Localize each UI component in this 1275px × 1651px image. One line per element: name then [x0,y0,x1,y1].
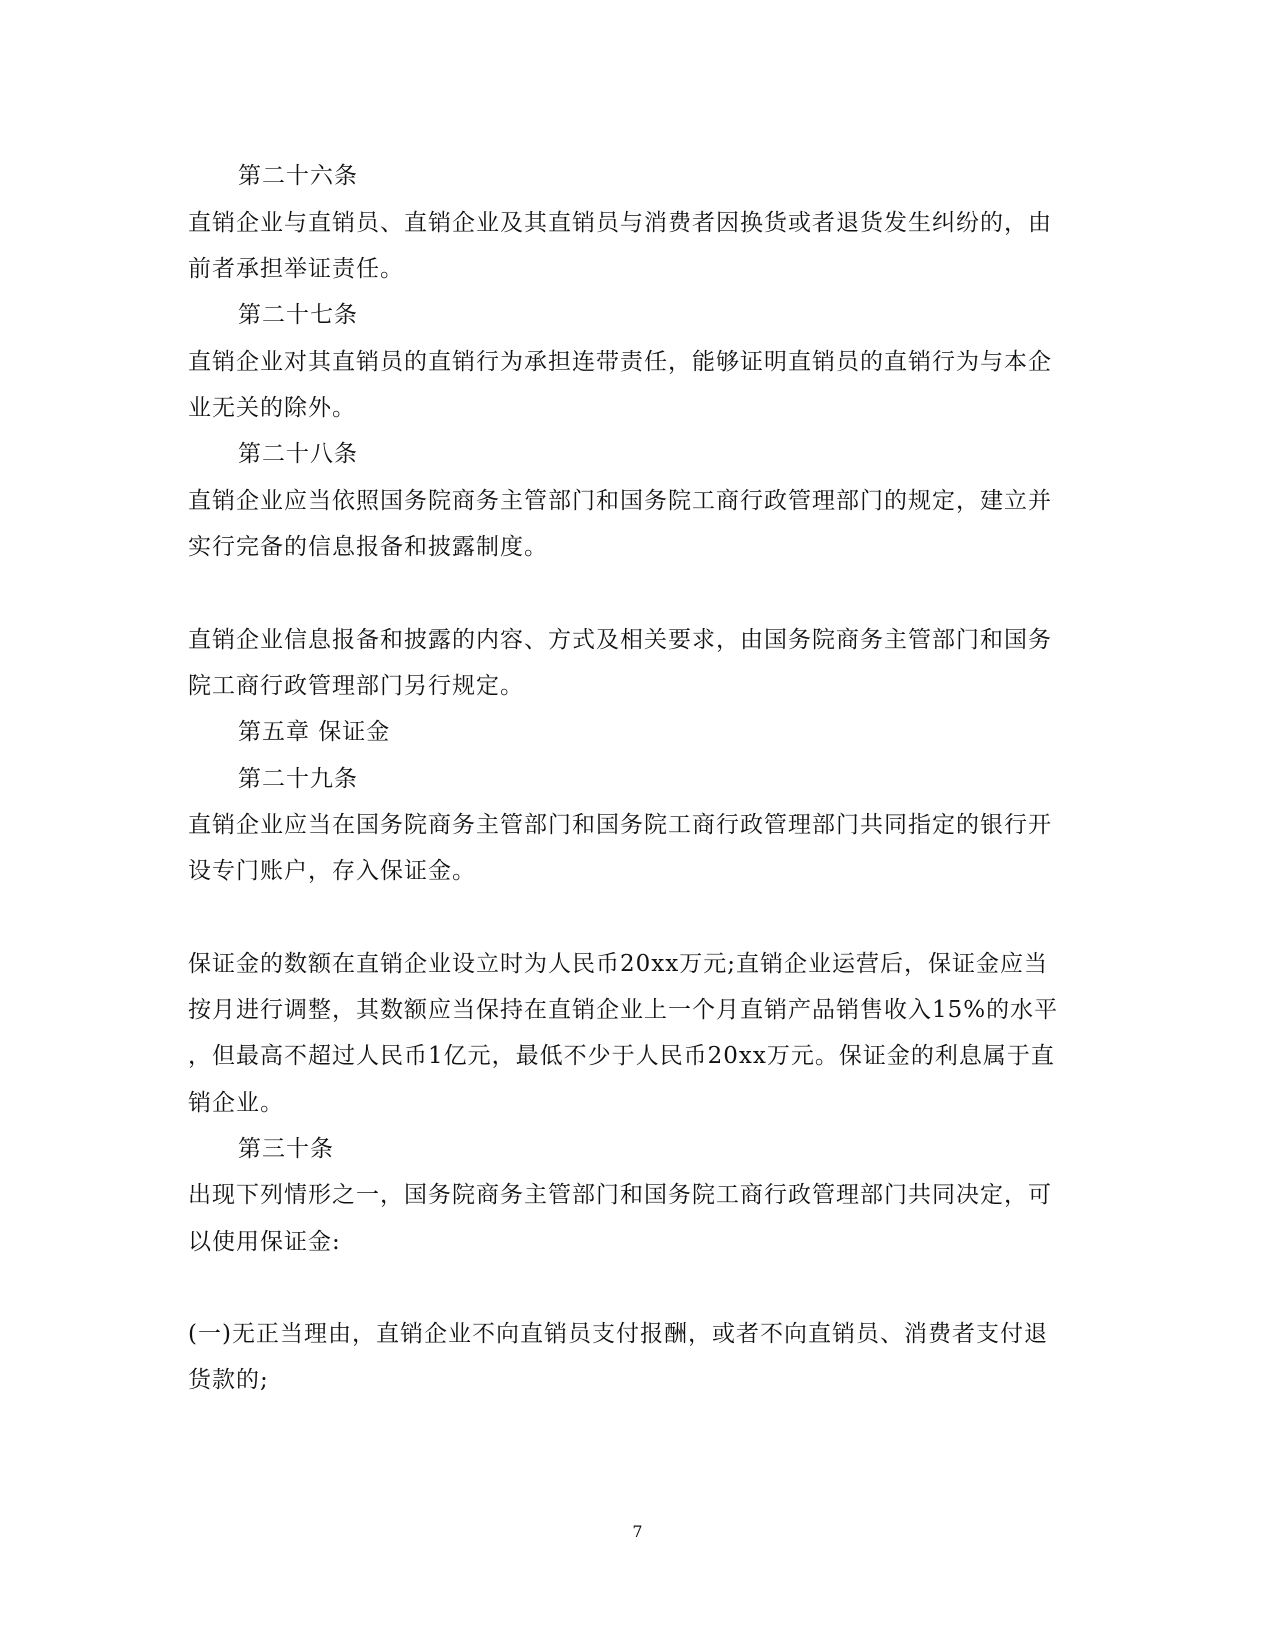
article-28-text-line-2: 实行完备的信息报备和披露制度。 [188,534,548,560]
article-26-text-line-2: 前者承担举证责任。 [188,256,404,282]
article-29-text-line-1: 直销企业应当在国务院商务主管部门和国务院工商行政管理部门共同指定的银行开 [188,812,1052,838]
article-30-item-1-line-2: 货款的; [188,1367,269,1393]
article-28-text-line-1: 直销企业应当依照国务院商务主管部门和国务院工商行政管理部门的规定，建立并 [188,488,1052,514]
article-27-text-line-1: 直销企业对其直销员的直销行为承担连带责任，能够证明直销员的直销行为与本企 [188,349,1052,375]
article-26-text-line-1: 直销企业与直销员、直销企业及其直销员与消费者因换货或者退货发生纠纷的，由 [188,210,1052,236]
article-26-heading: 第二十六条 [238,163,358,189]
article-30-heading: 第三十条 [238,1136,334,1162]
article-29-heading: 第二十九条 [238,766,358,792]
article-28-para2-line-2: 院工商行政管理部门另行规定。 [188,673,524,699]
page-number: 7 [632,1522,643,1541]
article-29-para2-line-3: ，但最高不超过人民币1亿元，最低不少于人民币20xx万元。保证金的利息属于直 [188,1043,1055,1069]
article-30-text-line-1: 出现下列情形之一，国务院商务主管部门和国务院工商行政管理部门共同决定，可 [188,1182,1052,1208]
article-29-para2-line-1: 保证金的数额在直销企业设立时为人民币20xx万元;直销企业运营后，保证金应当 [188,951,1048,977]
article-28-heading: 第二十八条 [238,441,358,467]
article-27-text-line-2: 业无关的除外。 [188,395,356,421]
article-29-para2-line-2: 按月进行调整，其数额应当保持在直销企业上一个月直销产品销售收入15%的水平 [188,997,1059,1023]
article-29-para2-line-4: 销企业。 [188,1090,284,1116]
article-29-text-line-2: 设专门账户，存入保证金。 [188,858,476,884]
chapter-5-heading: 第五章 保证金 [238,719,391,745]
article-28-para2-line-1: 直销企业信息报备和披露的内容、方式及相关要求，由国务院商务主管部门和国务 [188,627,1052,653]
article-30-text-line-2: 以使用保证金: [188,1229,341,1255]
article-30-item-1-line-1: (一)无正当理由，直销企业不向直销员支付报酬，或者不向直销员、消费者支付退 [188,1321,1048,1347]
article-27-heading: 第二十七条 [238,302,358,328]
